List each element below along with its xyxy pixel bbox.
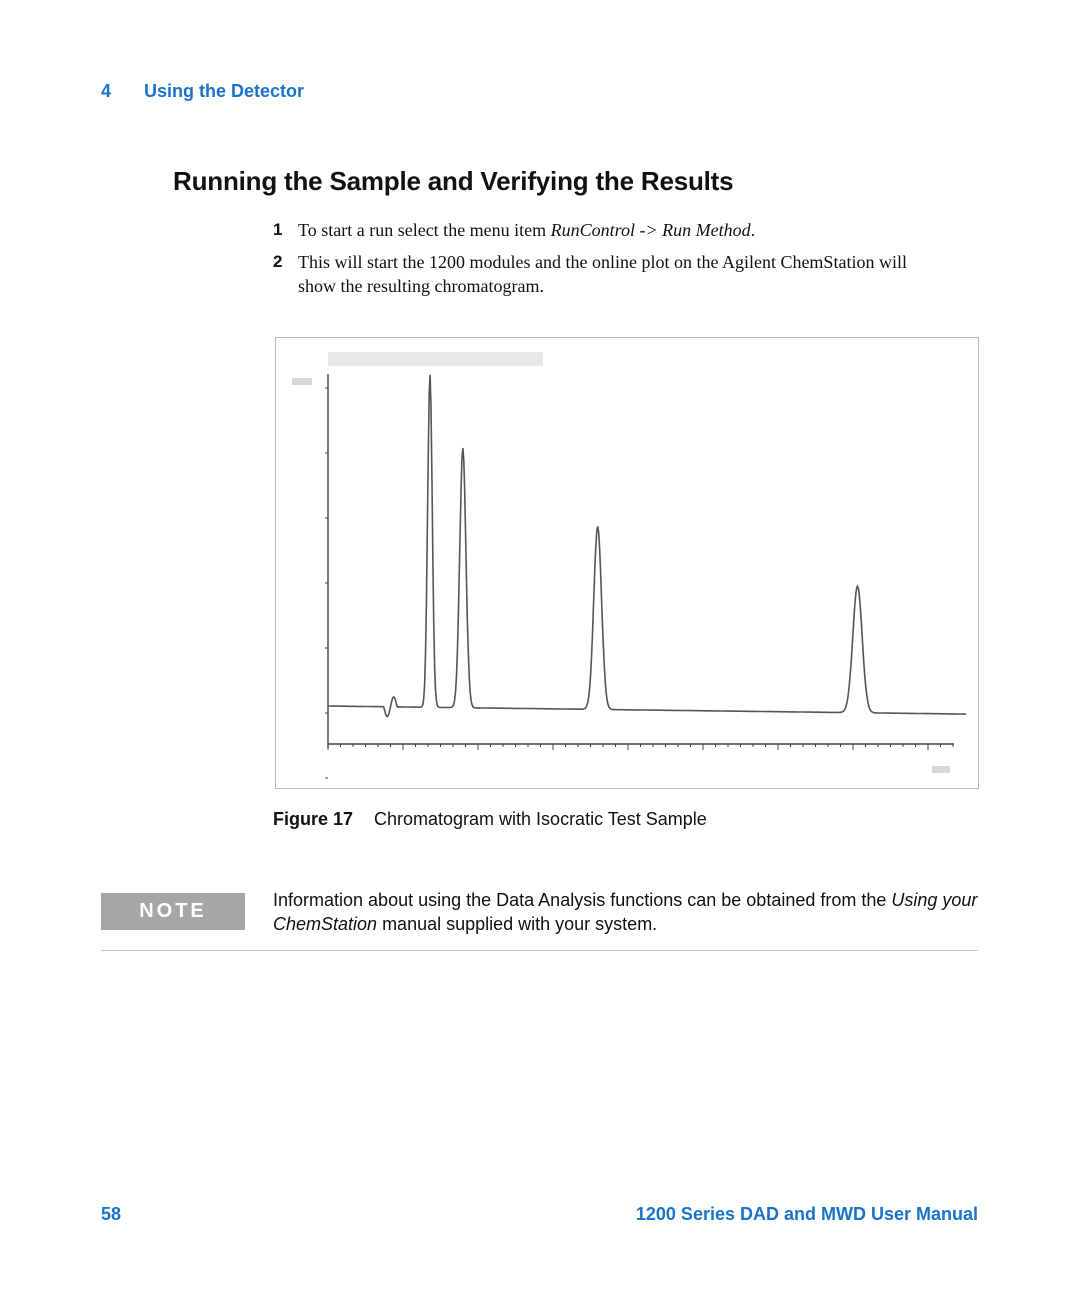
- chapter-title: Using the Detector: [144, 81, 305, 101]
- menu-path: RunControl -> Run Method: [550, 220, 751, 240]
- x-unit-mark: [932, 766, 950, 773]
- figure-label: Figure 17: [273, 809, 354, 829]
- note-divider: [101, 950, 978, 951]
- plot-header-strip: [328, 352, 543, 366]
- step-text: To start a run select the menu item: [298, 220, 551, 240]
- running-header: [101, 81, 304, 102]
- note-text: [273, 888, 978, 936]
- axis-ticks: [325, 388, 953, 778]
- step-number: 1: [273, 220, 283, 239]
- step-1: [273, 218, 913, 242]
- step-text-end: .: [750, 220, 756, 240]
- note-text-end: manual supplied with your system.: [377, 914, 658, 934]
- y-unit-mark: [292, 378, 312, 385]
- manual-title: 1200 Series DAD and MWD User Manual: [635, 1204, 978, 1224]
- chromatogram-chart: [276, 338, 978, 788]
- step-number: 2: [273, 252, 283, 271]
- note-badge: NOTE: [101, 893, 245, 930]
- page-number: 58: [101, 1204, 122, 1224]
- note-manual-name: Using your ChemStation: [273, 890, 978, 934]
- step-text: This will start the 1200 modules and the online plot on the Agilent ChemStation will show the resulting chromatogram.: [298, 252, 907, 296]
- figure-caption-text: Chromatogram with Isocratic Test Sample: [374, 809, 707, 829]
- section-title: Running the Sample and Verifying the Results: [173, 166, 734, 196]
- chapter-number: 4: [101, 81, 112, 101]
- procedure-steps: [273, 218, 913, 306]
- chromatogram-figure: [275, 337, 979, 789]
- axes: [328, 374, 954, 748]
- step-2: [273, 250, 913, 298]
- figure-caption: [273, 809, 707, 830]
- chromatogram-trace: [328, 375, 966, 717]
- note-text-start: Information about using the Data Analysis functions can be obtained from the: [273, 890, 892, 910]
